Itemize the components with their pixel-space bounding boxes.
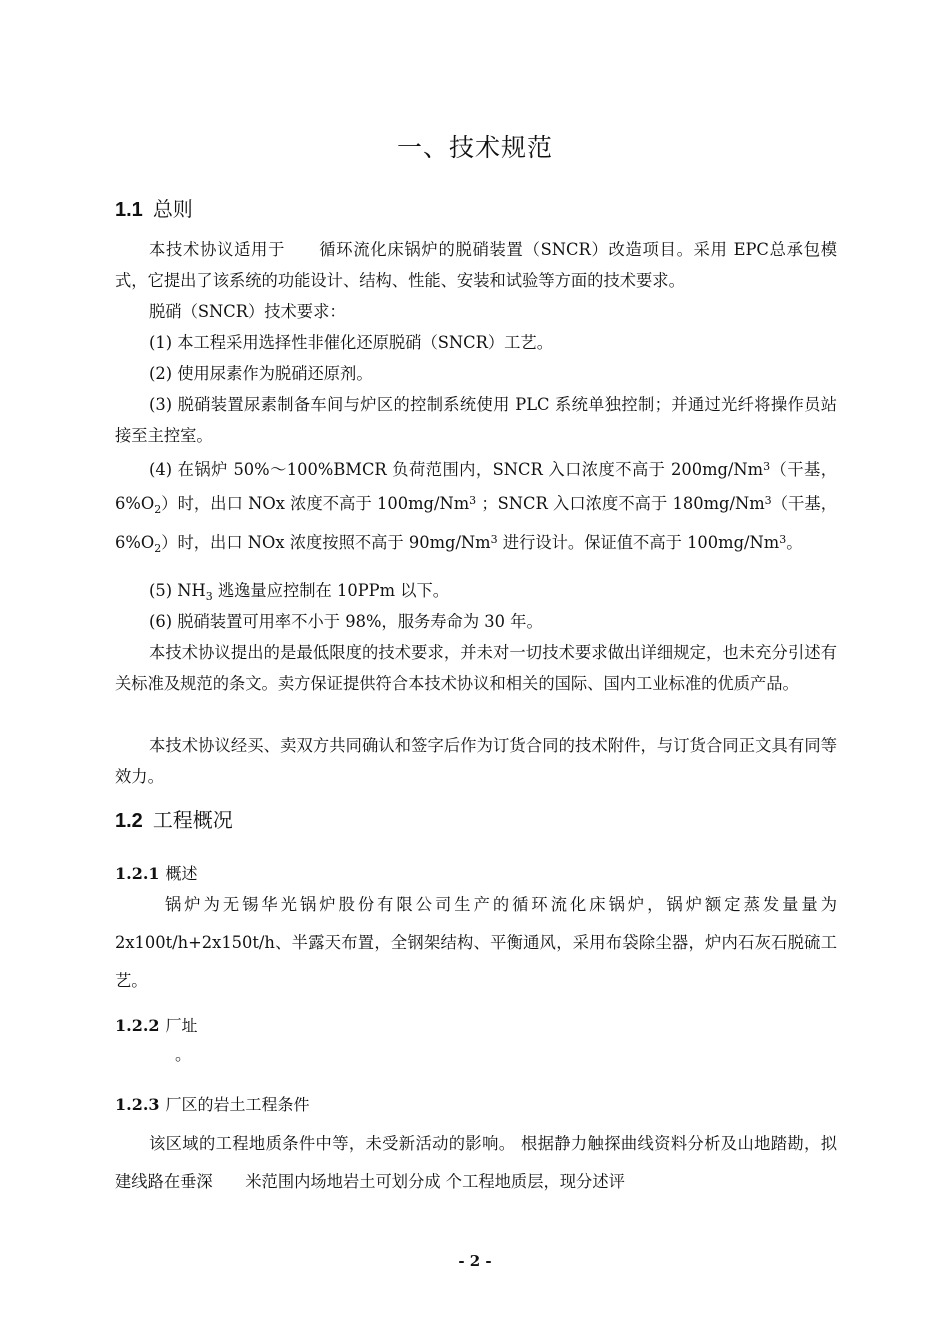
section-label: 总则 — [152, 197, 193, 221]
requirement-item-1: (1) 本工程采用选择性非催化还原脱硝（SNCR）工艺。 — [149, 333, 553, 352]
paragraph-scope: 本技术协议适用于 循环流化床锅炉的脱硝装置（SNCR）改造项目。采用 EPC总承包模式，它提出了该系统的功能设计、结构、性能、安装和试验等方面的技术要求。 — [115, 240, 837, 290]
paragraph-requirements-intro: 脱硝（SNCR）技术要求： — [149, 302, 346, 321]
subsection-label: 概述 — [165, 864, 198, 883]
subsection-number: 1.2.2 — [115, 1016, 160, 1035]
section-1-2-3-heading — [115, 1092, 310, 1115]
page-number: - 2 - — [458, 1252, 492, 1270]
subsection-label: 厂区的岩土工程条件 — [165, 1095, 310, 1114]
requirement-item-2: (2) 使用尿素作为脱硝还原剂。 — [149, 364, 373, 383]
requirement-item-3: (3) 脱硝装置尿素制备车间与炉区的控制系统使用 PLC 系统单独控制；并通过光纤将操作员站接至主控室。 — [115, 395, 837, 445]
section-1-2-1-heading — [115, 861, 198, 884]
paragraph-contract-effect: 本技术协议经买、卖双方共同确认和签字后作为订货合同的技术附件，与订货合同正文具有同等效力。 — [115, 736, 837, 786]
paragraph-minimum-requirements: 本技术协议提出的是最低限度的技术要求，并未对一切技术要求做出详细规定，也未充分引述有关标准及规范的条文。卖方保证提供符合本技术协议和相关的国际、国内工业标准的优质产品。 — [115, 643, 837, 693]
requirement-item-4: (4) 在锅炉 50%～100%BMCR 负荷范围内，SNCR 入口浓度不高于 200mg/Nm$^3$（干基，$6\%O_2$）时，出口 NOx 浓度不高于 100mg/Nm$^3$ ；SNCR 入口浓度不高于 180mg/Nm$^3$（干基，$6\%O_2$）时，出口 NOx 浓度按照不高于 90mg/Nm$^3$ 进行设计。保证值不高于 100mg/Nm$^3$。 — [115, 460, 837, 556]
subsection-number: 1.2.1 — [115, 864, 160, 883]
page-title: 一、技术规范 — [396, 133, 553, 162]
subsection-number: 1.2.3 — [115, 1095, 160, 1114]
paragraph-geology: 该区域的工程地质条件中等，未受新活动的影响。 根据静力触探曲线资料分析及山地踏勘，拟建线路在垂深 米范围内场地岩土可划分成 个工程地质层，现分述评 — [115, 1134, 837, 1191]
paragraph-overview: 锅炉为无锡华光锅炉股份有限公司生产的循环流化床锅炉，锅炉额定蒸发量量为 2x100t/h+2x150t/h、半露天布置，全钢架结构、平衡通风，采用布袋除尘器，炉内石灰石脱硫工艺。 — [115, 895, 837, 990]
requirement-item-5: (5) $NH_3$ 逃逸量应控制在 10PPm 以下。 — [149, 581, 450, 603]
requirement-item-6: (6) 脱硝装置可用率不小于 98%，服务寿命为 30 年。 — [149, 612, 543, 631]
section-label: 工程概况 — [152, 808, 233, 832]
section-1-2-heading — [115, 804, 233, 833]
section-number: 1.2 — [115, 810, 143, 832]
section-1-1-heading — [115, 193, 193, 222]
paragraph-site: 。 — [175, 1045, 192, 1064]
section-1-2-2-heading — [115, 1013, 198, 1036]
subsection-label: 厂址 — [165, 1016, 198, 1035]
section-number: 1.1 — [115, 199, 143, 221]
